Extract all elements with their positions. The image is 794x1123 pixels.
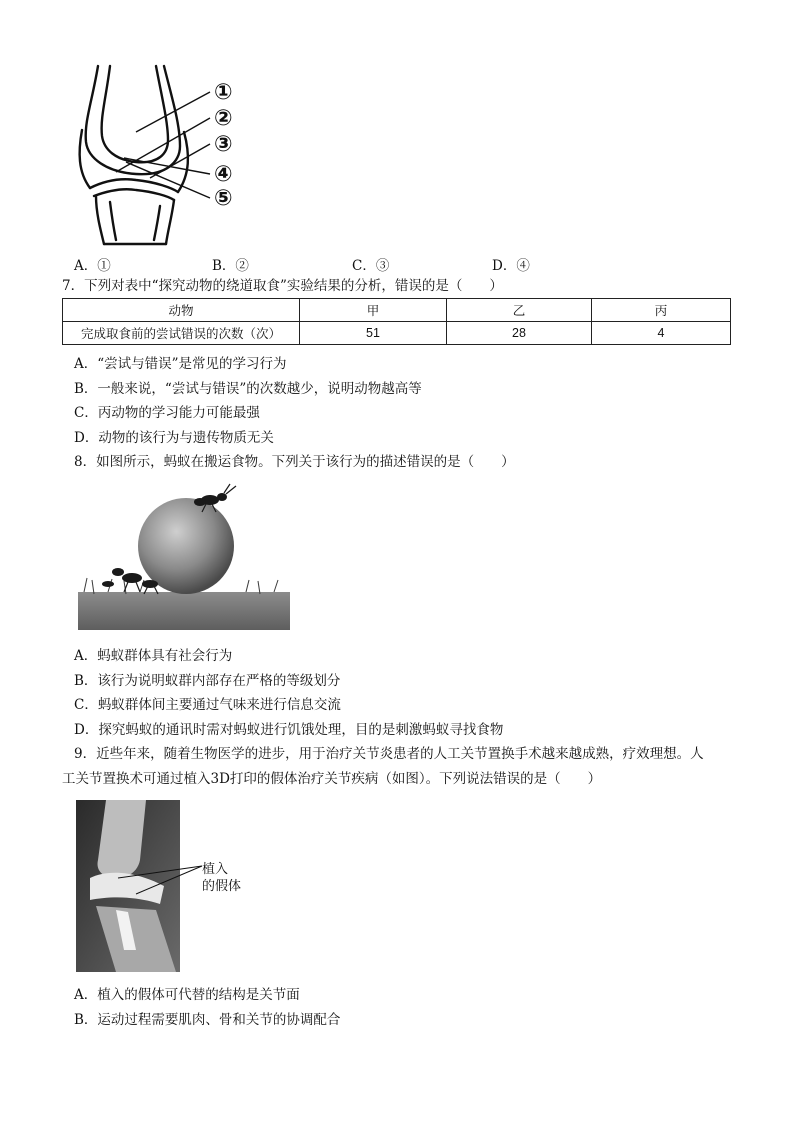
q9-option-b[interactable]: B．运动过程需要肌肉、骨和关节的协调配合: [74, 1012, 341, 1028]
figure-label-2: ②: [214, 106, 233, 131]
q8-stem: 8．如图所示，蚂蚁在搬运食物。下列关于该行为的描述错误的是（ ）: [74, 454, 515, 470]
q6-option-b[interactable]: B．②: [212, 258, 249, 274]
figure-label-3: ③: [214, 132, 233, 157]
table-cell: 28: [447, 322, 592, 345]
table-header-cell: 甲: [300, 299, 447, 322]
q7-option-d[interactable]: D．动物的该行为与遗传物质无关: [74, 430, 274, 446]
q6-option-c[interactable]: C．③: [352, 258, 390, 274]
q8-option-d[interactable]: D．探究蚂蚁的通讯时需对蚂蚁进行饥饿处理，目的是刺激蚂蚁寻找食物: [74, 722, 504, 738]
q8-option-a[interactable]: A．蚂蚁群体具有社会行为: [74, 648, 233, 664]
q9-stem-line1: 9．近些年来，随着生物医学的进步，用于治疗关节炎患者的人工关节置换手术越来越成熟，疗效理想。人: [74, 746, 704, 762]
q8-option-b[interactable]: B．该行为说明蚁群内部存在严格的等级划分: [74, 673, 341, 689]
q6-option-a[interactable]: A．①: [74, 258, 111, 274]
q6-option-d[interactable]: D．④: [492, 258, 530, 274]
q9-option-a[interactable]: A．植入的假体可代替的结构是关节面: [74, 987, 300, 1003]
table-row-label: 完成取食前的尝试错误的次数（次）: [63, 322, 300, 345]
prosthesis-label: [202, 861, 242, 895]
table-cell: 4: [592, 322, 731, 345]
q7-option-b[interactable]: B．一般来说，“尝试与错误”的次数越少，说明动物越高等: [74, 381, 422, 397]
table-header-cell: 动物: [63, 299, 300, 322]
table-header-row: [63, 299, 731, 322]
table-header-cell: 乙: [447, 299, 592, 322]
q7-option-c[interactable]: C．丙动物的学习能力可能最强: [74, 405, 260, 421]
figure-label-4: ④: [214, 162, 233, 187]
prosthesis-leader-lines: [116, 858, 206, 898]
table-header-cell: 丙: [592, 299, 731, 322]
figure-label-1: ①: [214, 80, 233, 105]
ant-carrying-food-photo: [78, 480, 290, 630]
table-row: [63, 322, 731, 345]
figure-label-5: ⑤: [214, 186, 233, 211]
q8-option-c[interactable]: C．蚂蚁群体间主要通过气味来进行信息交流: [74, 697, 341, 713]
prosthesis-label-line1: 植入: [202, 862, 229, 877]
q7-stem: 7．下列对表中“探究动物的绕道取食”实验结果的分析，错误的是（ ）: [62, 278, 503, 294]
q7-option-a[interactable]: A．“尝试与错误”是常见的学习行为: [74, 356, 287, 372]
q7-result-table: [62, 298, 731, 345]
table-cell: 51: [300, 322, 447, 345]
prosthesis-label-line2: 的假体: [202, 879, 242, 894]
q9-stem-line2: 工关节置换术可通过植入3D打印的假体治疗关节疾病（如图）。下列说法错误的是（ ）: [62, 771, 602, 787]
